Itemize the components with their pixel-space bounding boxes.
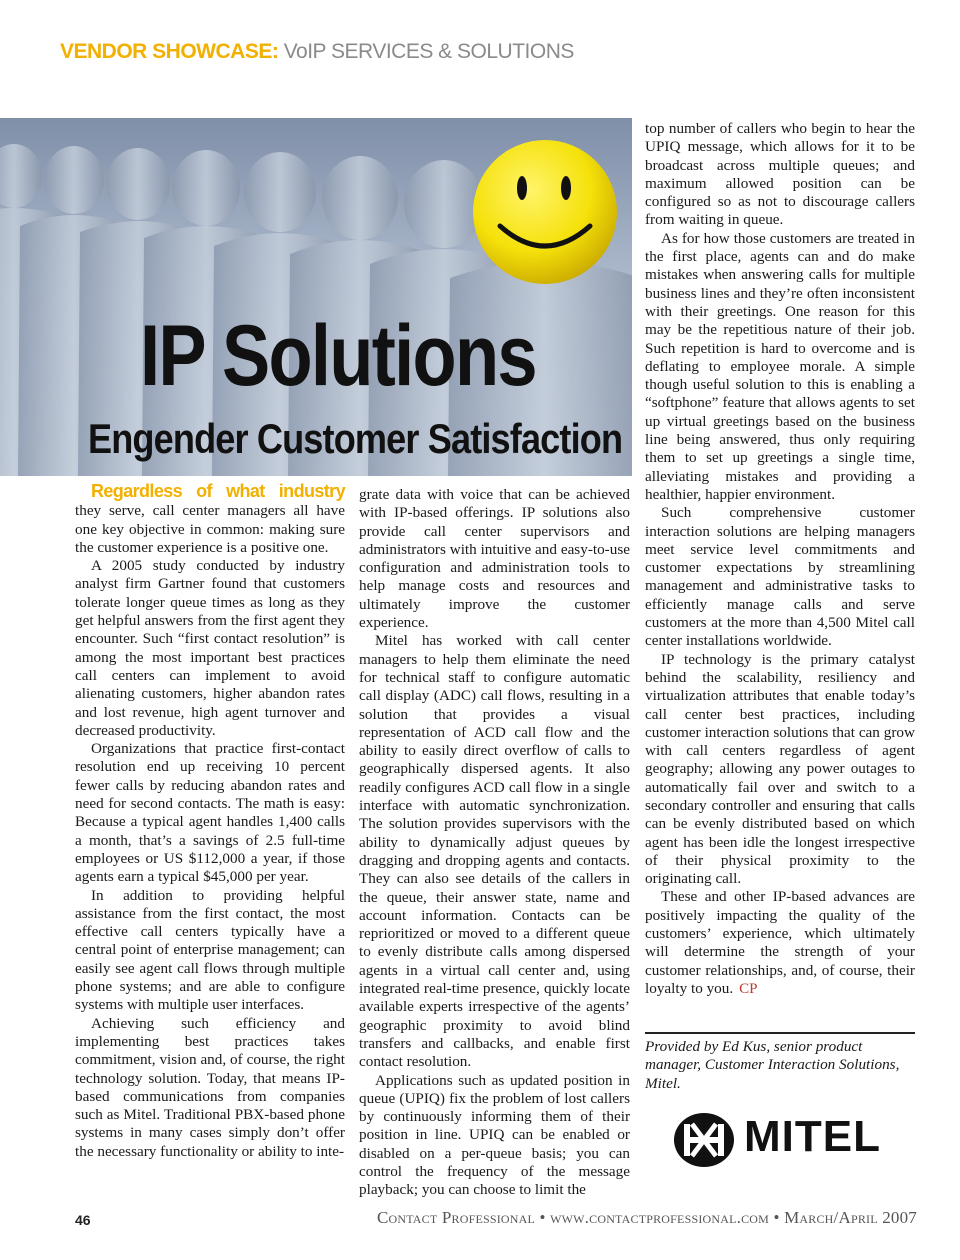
paragraph: Mitel has worked with call center managers to help them eliminate the need for technical staff to configure automatic call display (ADC) call flows, resulting in a solution that provides a visual representation of ACD call flow and the ability to easily direct overflow of calls to geographically dispersed agents. It also readily configures ACD call flow in a single interface with automatic synchronization. The solution provides supervisors with the ability to dynamically adjust queues by dragging and dropping agents and contacts. They can also see details of the callers in the queue, their answer state, name and account information. Contacts can be reprioritized or moved to a different queue to evenly distribute calls among dispersed agents in a virtual call center and, using integrated real-time presence, quickly locate available experts irrespective of the agents’ geographic proximity to avoid blind transfers and callbacks, and enable first contact resolution. [359,632,630,1071]
article-subtitle: Engender Customer Satisfaction [88,415,623,462]
paragraph: Applications such as updated position in queue (UPIQ) fix the problem of lost callers by continuously informing them of their position in line. UPIQ can be enabled or disabled on a per-queue basis; you can control the frequency of the message playback; you can choose to limit the [359,1071,630,1199]
page-footer [75,1208,917,1234]
paragraph: These and other IP-based advances are positively impacting the quality of the customers’ experience, which ultimately will determine the strength of your customer relationships, and, of course, their loyalty to you. CP [645,888,915,997]
paragraph: grate data with voice that can be achieved with IP-based offerings. IP solutions also provide call center supervisors and administrators with intuitive and easy-to-use configuration and administration tools to help manage costs and resources and ultimately improve the customer experience. [359,486,630,632]
section-kicker: VENDOR SHOWCASE: [60,40,279,63]
article-column-2 [359,486,630,1200]
lead-in: Regardless of what industry [91,481,345,501]
paragraph: top number of callers who begin to hear the UPIQ message, which allows for it to be broadcast across multiple queues; and maximum allowed position can be configured so as not to discourage callers from waiting in queue. [645,120,915,229]
credit-divider [645,1032,915,1034]
section-name: VoIP SERVICES & SOLUTIONS [278,40,574,63]
paragraph: In addition to providing helpful assistance from the first contact, the most effective call centers typically have a central point of enterprise management; can easily see agent call flows through multiple phone systems; and are able to configure systems with multiple user interfaces. [75,886,345,1014]
article-column-1 [75,482,345,1161]
mitel-logo [672,1112,892,1168]
paragraph: Regardless of what industry they serve, call center managers all have one key objective in common: making sure the customer experience is a positive one. [75,481,345,556]
paragraph: Organizations that practice first-contact resolution end up receiving 10 percent fewer calls by reducing abandon rates and need for second contacts. The math is easy: Because a typical agent handles 1,400 calls a month, that’s a savings of 2.5 full-time employees or US $112,000 a year, if those agents earn a typical $45,000 per year. [75,740,345,886]
mitel-wordmark: MITEL [744,1112,881,1161]
paragraph: Achieving such efficiency and implementing best practices takes commitment, vision and, of course, the right technology solution. Today, that means IP-based communications from companies such as Mitel. Traditional PBX-based phone systems in many cases simply don’t offer the necessary functionality or ability to inte- [75,1014,345,1160]
author-credit: Provided by Ed Kus, senior product manager, Customer Interaction Solutions, Mitel. [645,1038,900,1092]
paragraph: Such comprehensive customer interaction solutions are helping managers meet service level commitments and customer expectations by streamlining management and administrative tasks to efficiently manage calls and serve customers at the more than 4,500 Mitel call center installations worldwide. [645,504,915,650]
publication-info: Contact Professional • www.contactprofessional.com • March/April 2007 [376,1208,917,1227]
paragraph: As for how those customers are treated in the first place, agents can and do make mistakes when answering calls for multiple business lines and they’re often inconsistent with their greetings. One reason for this may be the repetitious nature of their job. Such repetition is hard to overcome and is deflating to employee morale. A simple though useful solution to this is enabling a “softphone” feature that allows agents to set up virtual greetings based on the business line being answered, thus only requiring them to set up greetings a single time, alleviating mistakes and providing a healthier, happier environment. [645,229,915,503]
smiley-face-icon [473,140,617,284]
mitel-logo-icon [672,1112,736,1168]
article-column-3 [645,120,915,998]
page-number: 46 [75,1212,91,1228]
article-title: IP Solutions [140,308,536,404]
hero-illustration [0,118,632,476]
section-header [60,40,574,64]
paragraph: IP technology is the primary catalyst behind the scalability, resiliency and virtualization attributes that enable today’s call center best practices, including customer interaction solutions that can grow with call centers regardless of agent geography; allowing any power outages to automatically fail over and switch to a secondary controller and ensuring that calls can be evenly distributed based on which agent has been idle the longest irrespective of their physical proximity to the originating call. [645,650,915,888]
paragraph: A 2005 study conducted by industry analyst firm Gartner found that customers tolerate longer queue times as long as they get helpful answers from the first agent they encounter. Such “first contact resolution” is among the most important best practices call centers can implement to avoid alienating customers, higher abandon rates and lost revenue, high agent turnover and decreased productivity. [75,557,345,739]
end-mark: CP [739,980,758,997]
